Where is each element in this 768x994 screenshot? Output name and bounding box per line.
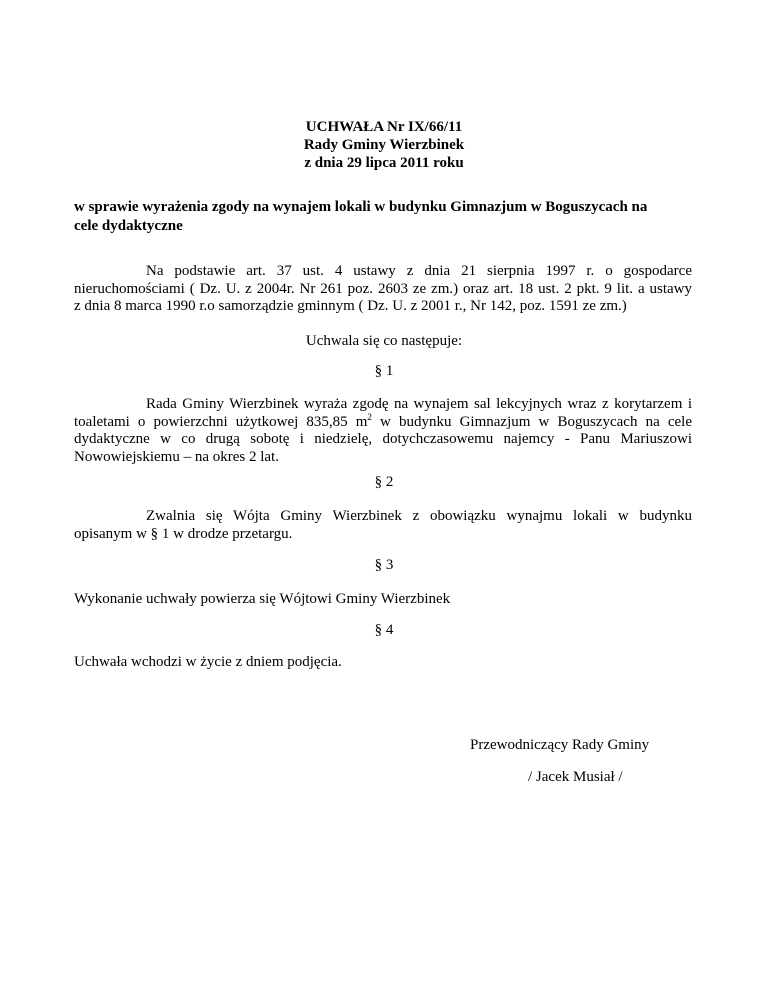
resolution-date: z dnia 29 lipca 2011 roku — [304, 155, 464, 171]
legal-basis-paragraph — [74, 263, 692, 316]
resolution-header — [0, 118, 768, 172]
resolution-number: UCHWAŁA Nr IX/66/11 — [305, 119, 463, 135]
signature-name: / Jacek Musiał / — [528, 769, 623, 785]
paragraph-line: opisanym w § 1 w drodze przetargu. — [74, 525, 293, 542]
resolves-statement: Uchwala się co następuje: — [305, 333, 463, 349]
paragraph-line: Zwalnia się Wójta Gminy Wierzbinek z obowiązku wynajmu lokali w budynku — [146, 508, 692, 524]
paragraph-line — [74, 411, 692, 432]
section-3-mark: § 3 — [374, 557, 394, 573]
square-superscript: 2 — [367, 411, 372, 422]
resolution-subject — [74, 198, 692, 236]
paragraph-line: Rada Gminy Wierzbinek wyraża zgodę na wynajem sal lekcyjnych wraz z korytarzem i — [146, 396, 692, 412]
area-text: toaletami o powierzchni użytkowej 835,85 m — [74, 413, 368, 430]
council-name: Rady Gminy Wierzbinek — [303, 137, 465, 153]
subject-line: cele dydaktyczne — [74, 218, 183, 234]
section-2-mark: § 2 — [374, 474, 394, 490]
area-text-cont: w budynku Gimnazjum w Boguszycach na cele — [371, 413, 692, 430]
section-1-text — [74, 396, 692, 466]
section-4-mark: § 4 — [374, 622, 394, 638]
subject-line: w sprawie wyrażenia zgody na wynajem lokali w budynku Gimnazjum w Boguszycach na — [74, 199, 648, 215]
section-1-mark: § 1 — [374, 363, 394, 379]
paragraph-line: Nowowiejskiemu – na okres 2 lat. — [74, 448, 279, 465]
signature-title: Przewodniczący Rady Gminy — [470, 737, 650, 753]
section-2-text — [74, 508, 692, 543]
paragraph-line: dydaktyczne w co drugą sobotę i niedzielę, dotychczasowemu najemcy - Panu Mariuszowi — [74, 431, 692, 447]
paragraph-line: z dnia 8 marca 1990 r.o samorządzie gminnym ( Dz. U. z 2001 r., Nr 142, poz. 1591 ze zm.) — [74, 298, 627, 314]
paragraph-line: nieruchomościami ( Dz. U. z 2004r. Nr 261 poz. 2603 ze zm.) oraz art. 18 ust. 2 pkt. 9 lit. a ustawy — [74, 280, 692, 297]
paragraph-line: Na podstawie art. 37 ust. 4 ustawy z dnia 21 sierpnia 1997 r. o gospodarce — [146, 263, 692, 279]
section-3-text: Wykonanie uchwały powierza się Wójtowi Gminy Wierzbinek — [74, 591, 451, 607]
section-4-text: Uchwała wchodzi w życie z dniem podjęcia. — [74, 654, 342, 670]
